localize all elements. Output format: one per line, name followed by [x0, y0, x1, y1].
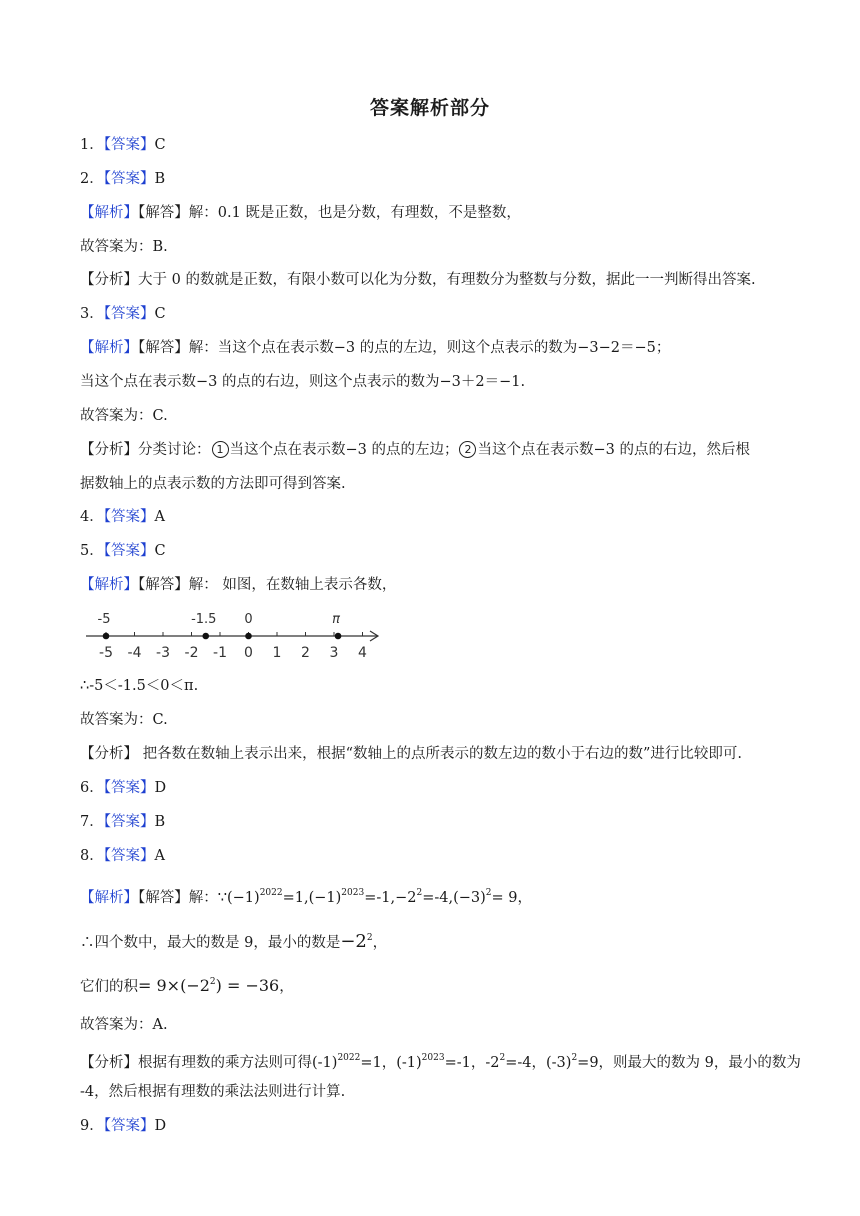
q8-expr-2: $(-1)^{2023}=-1$,	[308, 888, 396, 906]
q8-number: 8．	[80, 848, 104, 864]
q5-order: ∴-5＜-1.5＜0＜π.	[80, 678, 199, 694]
q3-parse: 【解答】解：当这个点在表示数−3 的点的左边，则这个点表示的数为−3−2＝−5；	[138, 340, 671, 356]
q2-result: 故答案为：B.	[80, 239, 168, 255]
q8-expr-4: $(-3)^2= 9$	[453, 888, 518, 906]
q8-line-3	[80, 972, 294, 997]
q9-number: 9．	[80, 1118, 104, 1134]
q4-number: 4．	[80, 509, 104, 525]
q2-number: 2．	[80, 171, 104, 187]
number-line-point	[202, 633, 209, 640]
answer-tag: 【答案】	[103, 171, 155, 187]
q8-answer-line	[80, 846, 165, 866]
q8-analysis-2: -4，然后根据有理数的乘法法则进行计算.	[80, 1084, 346, 1100]
q2-analysis: 【分析】大于 0 的数就是正数，有限小数可以化为分数，有理数分为整数与分数，据此一一判断得出答案.	[80, 272, 756, 288]
q7-number: 7．	[80, 814, 104, 830]
q3-answer-line	[80, 304, 166, 324]
number-line-tick-label: -1	[213, 645, 227, 661]
q3-analysis-line	[80, 440, 750, 460]
q3-analysis-c: 当这个点在表示数−3 的点的右边，然后根	[477, 442, 750, 458]
q5-result: 故答案为：C.	[80, 712, 168, 728]
parse-tag: 【解析】	[80, 577, 138, 593]
q3-answer: C	[154, 306, 166, 322]
q1-answer: C	[154, 137, 166, 153]
answer-tag: 【答案】	[103, 306, 155, 322]
q3-analysis-a: 【分析】分类讨论：	[80, 442, 211, 458]
q5-parse-line	[80, 575, 396, 595]
answer-tag: 【答案】	[103, 509, 155, 525]
number-line-tick-label: 3	[329, 645, 339, 661]
q2-parse-line	[80, 203, 521, 223]
q5-parse: 【解答】解： 如图，在数轴上表示各数，	[138, 577, 397, 593]
number-line-point-label: -5	[97, 612, 111, 627]
q5-analysis: 【分析】 把各数在数轴上表示出来，根据“数轴上的点所表示的数左边的数小于右边的数”进行比较即可.	[80, 746, 743, 762]
q3-parse-2: 当这个点在表示数−3 的点的右边，则这个点表示的数为−3＋2＝−1.	[80, 374, 526, 390]
answer-tag: 【答案】	[103, 137, 155, 153]
parse-tag: 【解析】	[80, 340, 138, 356]
parse-tag: 【解析】	[80, 890, 138, 906]
q8-line-2	[80, 928, 387, 953]
number-line-tick-label: -5	[99, 645, 113, 661]
q1-answer-line	[80, 135, 166, 155]
q3-analysis-b: 当这个点在表示数−3 的点的左边；	[229, 442, 459, 458]
comma: ，	[372, 935, 388, 951]
circled-two-icon: 2	[459, 441, 476, 458]
number-line-point	[103, 633, 110, 640]
number-line-tick-label: 0	[244, 645, 253, 661]
q6-answer: D	[154, 780, 167, 796]
q8-expr-3: $-2^2=-4$,	[395, 888, 454, 906]
q8-product-expr: = $9\times(-2^2) = -36$	[138, 976, 280, 995]
q4-answer: A	[154, 509, 165, 525]
q5-number: 5．	[80, 543, 104, 559]
parse-tag: 【解析】	[80, 205, 138, 221]
q8-analysis-line: 【分析】根据有理数的乘方法则可得$(-1)^{2022}=1$，$(-1)^{2023}=-1$，$-2^2=-4$，$(-3)^2=9$，则最大的数为 9，最小的数为	[80, 1053, 801, 1071]
number-line-tick-label: -2	[184, 645, 199, 661]
number-line-tick-label: -4	[127, 645, 142, 661]
answer-tag: 【答案】	[103, 814, 155, 830]
q2-answer-line	[80, 169, 165, 189]
q3-analysis-2: 据数轴上的点表示数的方法即可得到答案.	[80, 476, 346, 492]
answer-tag: 【答案】	[103, 848, 155, 864]
comma: ，	[279, 979, 294, 995]
q3-parse-line	[80, 338, 670, 358]
q6-number: 6．	[80, 780, 104, 796]
q3-number: 3．	[80, 306, 104, 322]
because-symbol: ∵	[217, 890, 227, 906]
number-line-figure	[84, 606, 386, 664]
number-line-point-label: π	[332, 612, 340, 627]
number-line-tick-label: 4	[358, 645, 367, 661]
q8-line-2-text: ∴四个数中，最大的数是 9，最小的数是	[80, 935, 341, 951]
circled-one-icon: 1	[212, 441, 229, 458]
q6-answer-line	[80, 778, 166, 798]
q8-parse-prefix: 【解答】解：	[138, 890, 218, 906]
number-line-tick-label: -3	[156, 645, 170, 661]
q3-result: 故答案为：C.	[80, 408, 168, 424]
q7-answer-line	[80, 812, 165, 832]
answer-tag: 【答案】	[103, 1118, 155, 1134]
q7-answer: B	[154, 814, 166, 830]
q1-number: 1．	[80, 137, 104, 153]
q8-result: 故答案为：A.	[80, 1017, 168, 1033]
q4-answer-line	[80, 507, 165, 527]
page-title: 答案解析部分	[369, 97, 490, 119]
q5-answer: C	[154, 543, 166, 559]
q5-answer-line	[80, 541, 166, 561]
number-line-point	[245, 633, 252, 640]
q8-parse-line	[80, 883, 532, 908]
q2-answer: B	[154, 171, 166, 187]
number-line-tick-label: 1	[272, 645, 282, 661]
number-line-point-label: 0	[244, 612, 253, 627]
number-line-tick-label: 2	[301, 645, 310, 661]
q8-min-value: $-2^2$	[340, 931, 373, 952]
q9-answer: D	[154, 1118, 167, 1134]
q2-parse: 【解答】解：0.1 既是正数，也是分数，有理数，不是整数，	[138, 205, 521, 221]
comma: ，	[517, 890, 532, 906]
answer-tag: 【答案】	[103, 543, 155, 559]
q8-expr-1: $(-1)^{2022}=1$,	[226, 888, 309, 906]
answer-tag: 【答案】	[103, 780, 155, 796]
q9-answer-line	[80, 1116, 166, 1136]
number-line-point	[335, 633, 342, 640]
number-line-point-label: -1.5	[191, 612, 217, 627]
q8-answer: A	[154, 848, 165, 864]
q8-line-3-text: 它们的积	[80, 979, 138, 995]
